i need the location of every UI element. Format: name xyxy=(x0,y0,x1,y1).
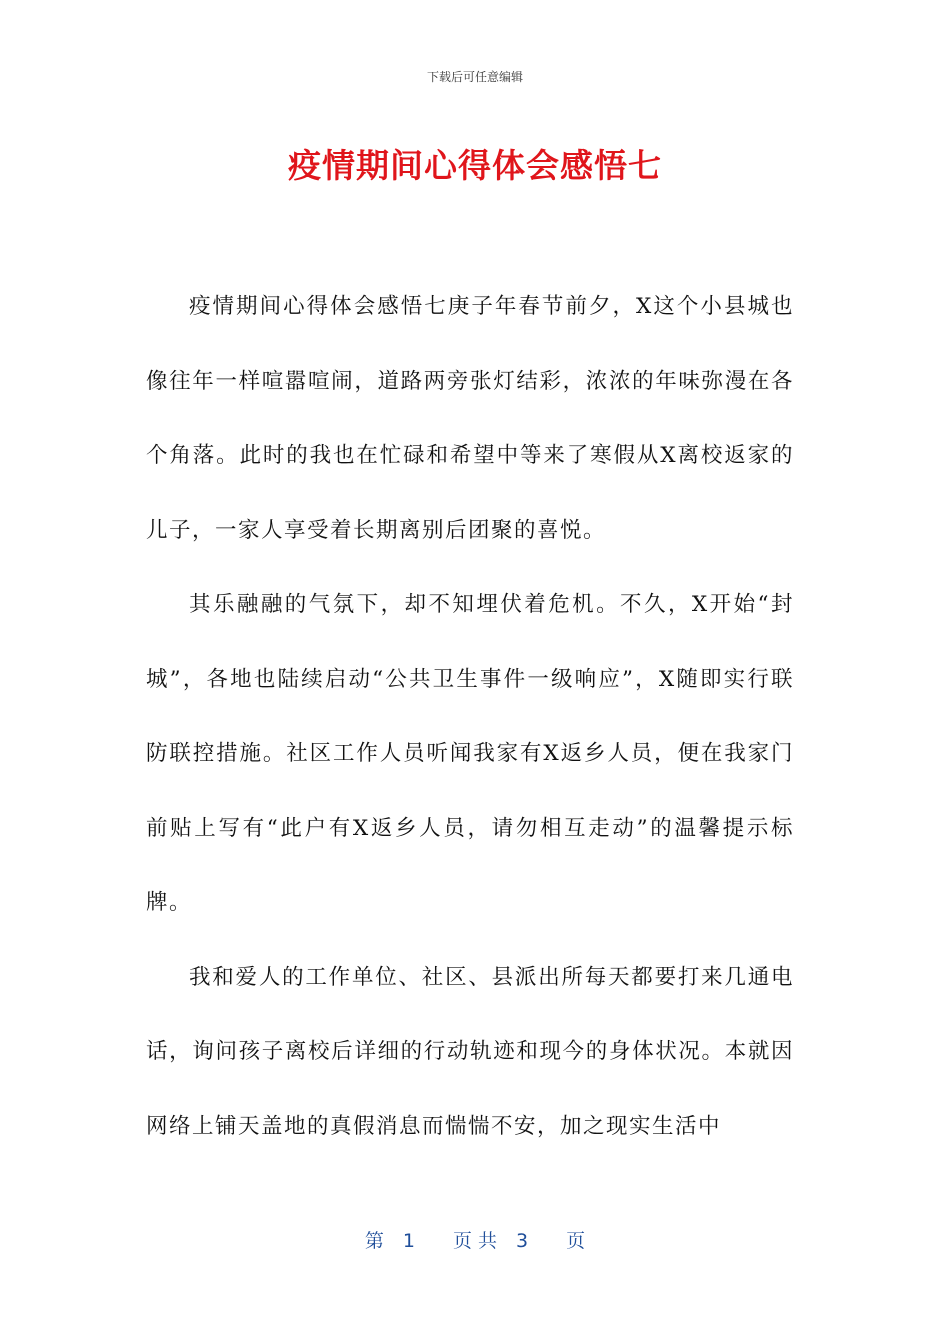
paragraph: 我和爱人的工作单位、社区、县派出所每天都要打来几通电话，询问孩子离校后详细的行动轨迹和现今的身体状况。本就因网络上铺天盖地的真假消息而惴惴不安，加之现实生活中 xyxy=(146,964,794,1139)
page-number-footer: 第 1 页 共 3 页 xyxy=(364,1230,586,1252)
paragraph: 疫情期间心得体会感悟七庚子年春节前夕，X这个小县城也像往年一样喧嚣喧闹，道路两旁张灯结彩，浓浓的年味弥漫在各个角落。此时的我也在忙碌和希望中等来了寒假从X离校返家的儿子，一家人享受着长期离别后团聚的喜悦。 xyxy=(146,294,794,543)
paragraph: 其乐融融的气氛下，却不知埋伏着危机。不久，X开始“封城”，各地也陆续启动“公共卫生事件一级响应”，X随即实行联防联控措施。社区工作人员听闻我家有X返乡人员，便在我家门前贴上写有“此户有X返乡人员，请勿相互走动”的温馨提示标牌。 xyxy=(146,592,794,915)
header-note: 下载后可任意编辑 xyxy=(426,70,523,84)
document-body xyxy=(146,270,794,1164)
document-title: 疫情期间心得体会感悟七 xyxy=(288,146,662,185)
